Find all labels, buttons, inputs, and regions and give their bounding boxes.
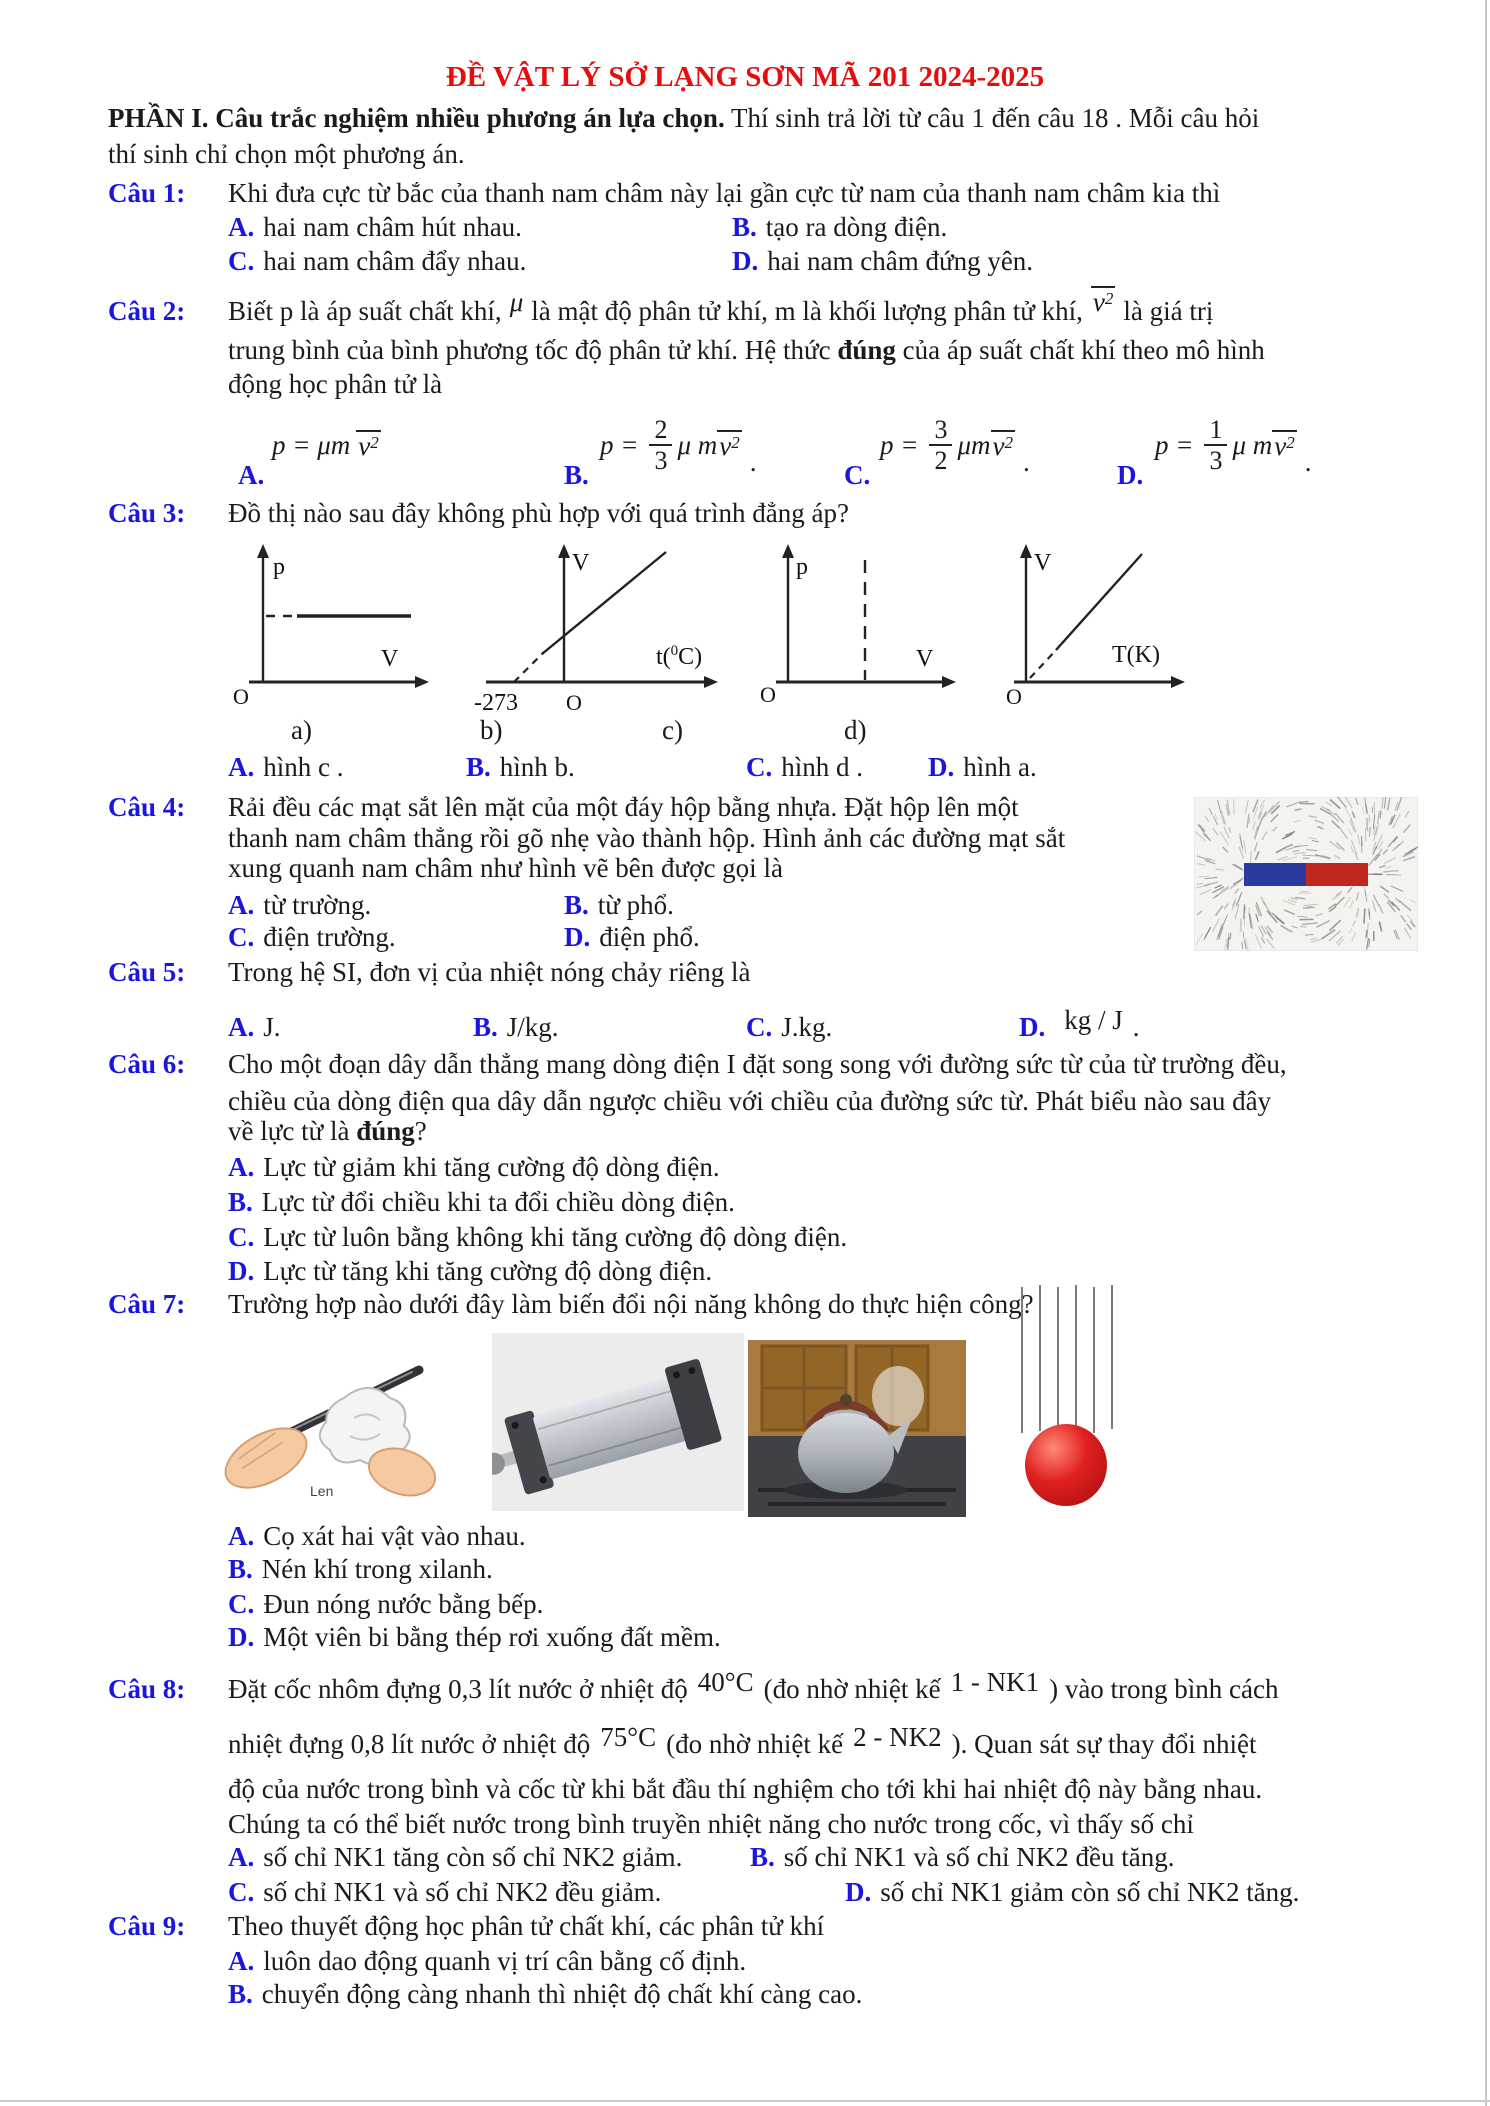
question-5-option-d: D. kg / J . — [1019, 1005, 1140, 1042]
graph-d-volume-kelvin — [930, 542, 1240, 714]
graph-c-y-label: p — [796, 554, 808, 580]
question-8-option-d: D. số chỉ NK1 giảm còn số chỉ NK2 tăng. — [845, 1877, 1300, 1907]
question-8-option-a: A. số chỉ NK1 tăng còn số chỉ NK2 giảm. — [228, 1842, 683, 1872]
question-6-option-c: C. Lực từ luôn bằng không khi tăng cường độ dòng điện. — [228, 1222, 848, 1252]
question-8-text-line-4: Chúng ta có thể biết nước trong bình truyền nhiệt năng cho nước trong cốc, vì thấy số chỉ — [228, 1809, 1194, 1839]
graph-c-pressure-volume — [690, 542, 970, 712]
question-3-option-c: C. hình d . — [746, 752, 864, 782]
graph-b-x-label: t($^0$C) — [656, 643, 703, 670]
question-5-option-b: B. J/kg. — [473, 1012, 559, 1042]
question-3-option-a: A. hình c . — [228, 752, 344, 782]
graph-b-y-label: V — [572, 550, 590, 576]
question-9-option-a: A. luôn dao động quanh vị trí cân bằng cố định. — [228, 1946, 747, 1976]
gas-cylinder-piston-image — [492, 1333, 744, 1511]
question-4-text-line-2: thanh nam châm thẳng rồi gõ nhẹ vào thành hộp. Hình ảnh các đường mạt sắt — [228, 823, 1066, 853]
question-8-label: Câu 8: — [108, 1674, 186, 1704]
hands-rubbing-rod-image — [214, 1340, 482, 1512]
question-1-option-a: A. hai nam châm hút nhau. — [228, 212, 522, 242]
question-4-option-c: C. điện trường. — [228, 922, 396, 952]
question-2-formula-c: p = $\frac{3}{2}$ μm $v^2$ . — [880, 414, 1030, 477]
question-7-option-d: D. Một viên bi bằng thép rơi xuống đất mềm. — [228, 1622, 721, 1652]
intro-line-1 — [108, 102, 1259, 134]
page-title: ĐỀ VẬT LÝ SỞ LẠNG SƠN MÃ 201 2024-2025 — [445, 61, 1045, 93]
kettle-body — [798, 1413, 894, 1493]
question-6-text-line-3: về lực từ là đúng? — [228, 1116, 427, 1146]
question-3-option-b: B. hình b. — [466, 752, 575, 782]
temperature-75c: 75°C — [600, 1722, 657, 1752]
question-4-option-a: A. từ trường. — [228, 890, 372, 920]
intro-line-2: thí sinh chỉ chọn một phương án. — [108, 139, 465, 169]
question-5-option-c: C. J.kg. — [746, 1012, 833, 1042]
question-7-option-c: C. Đun nóng nước bằng bếp. — [228, 1589, 544, 1619]
question-1-option-c: C. hai nam châm đẩy nhau. — [228, 246, 527, 276]
question-4-text-line-3: xung quanh nam châm như hình vẽ bên được gọi là — [228, 853, 783, 883]
intro-bold: PHẦN I. Câu trắc nghiệm nhiều phương án lựa chọn. — [108, 103, 725, 133]
kettle-on-stove-image — [748, 1340, 966, 1517]
question-8-option-c: C. số chỉ NK1 và số chỉ NK2 đều giảm. — [228, 1877, 662, 1907]
graph-a-tag: a) — [291, 715, 312, 745]
question-1-option-b: B. tạo ra dòng điện. — [732, 212, 948, 242]
question-4-option-b: B. từ phổ. — [564, 890, 674, 920]
question-5-label: Câu 5: — [108, 957, 186, 987]
thermometer-2-nk2: 2 - NK2 — [853, 1722, 942, 1752]
thermometer-1-nk1: 1 - NK1 — [950, 1667, 1040, 1697]
question-2-text-line-2: trung bình của bình phương tốc độ phân tử khí. Hệ thức đúng của áp suất chất khí theo mô hình — [228, 335, 1265, 365]
question-6-option-d: D. Lực từ tăng khi tăng cường độ dòng điện. — [228, 1256, 713, 1286]
question-9-text: Theo thuyết động học phân tử chất khí, các phân tử khí — [228, 1911, 825, 1941]
question-1-text: Khi đưa cực từ bắc của thanh nam châm này lại gần cực từ nam của thanh nam châm kia thì — [228, 178, 1221, 208]
question-5-option-a: A. J. — [228, 1012, 281, 1042]
question-2-label: Câu 2: — [108, 296, 186, 326]
intro-rest: Thí sinh trả lời từ câu 1 đến câu 18 . Mỗi câu hỏi — [730, 103, 1260, 133]
question-2-option-b-letter: B. — [564, 460, 589, 490]
wool-label: Len — [310, 1483, 334, 1499]
question-7-option-a: A. Cọ xát hai vật vào nhau. — [228, 1521, 526, 1551]
question-9-option-b: B. chuyển động càng nhanh thì nhiệt độ chất khí càng cao. — [228, 1979, 863, 2009]
question-2-formula-a: p = μm $v^2$ — [272, 429, 379, 461]
question-2-text-line-3: động học phân tử là — [228, 369, 443, 399]
question-6-text-line-2: chiều của dòng điện qua dây dẫn ngược chiều với chiều của đường sức từ. Phát biểu nào sau đây — [228, 1086, 1272, 1116]
magnet-south-pole — [1306, 863, 1368, 886]
graph-b-origin-label: O — [566, 690, 582, 714]
question-7-text: Trường hợp nào dưới đây làm biến đổi nội năng không do thực hiện công? — [228, 1289, 1034, 1319]
temperature-40c: 40°C — [697, 1667, 754, 1697]
graph-d-x-label: T(K) — [1112, 642, 1160, 668]
graph-a-y-label: p — [273, 554, 285, 580]
graph-b-minus-273-label: -273 — [474, 690, 518, 714]
question-6-text-line-1: Cho một đoạn dây dẫn thẳng mang dòng điện I đặt song song với đường sức từ của từ trường đều, — [228, 1049, 1287, 1079]
graph-d-tag: d) — [844, 715, 867, 745]
graph-a-pressure-volume — [185, 542, 435, 712]
graph-c-x-label: V — [916, 646, 934, 672]
red-ball — [1025, 1424, 1107, 1506]
steam — [872, 1366, 924, 1426]
magnet-iron-filings-image — [1194, 797, 1418, 951]
falling-ball-image — [1008, 1285, 1138, 1507]
question-7-option-b: B. Nén khí trong xilanh. — [228, 1554, 493, 1584]
question-9-label: Câu 9: — [108, 1911, 186, 1941]
graph-b-tag: b) — [480, 715, 503, 745]
question-1-option-d: D. hai nam châm đứng yên. — [732, 246, 1034, 276]
graph-c-origin-label: O — [760, 682, 776, 707]
question-2-formula-b: p = $\frac{2}{3}$ μ m $v^2$ . — [600, 414, 757, 477]
question-6-option-a: A. Lực từ giảm khi tăng cường độ dòng điện. — [228, 1152, 720, 1182]
question-2-formula-d: p = $\frac{1}{3}$ μ m $v^2$ . — [1155, 414, 1312, 477]
question-2-option-c-letter: C. — [844, 460, 871, 490]
magnet-north-pole — [1244, 863, 1306, 886]
question-3-option-d: D. hình a. — [928, 752, 1037, 782]
v-squared-mean-symbol: $v^2$ — [1092, 287, 1114, 317]
question-8-text-line-2: nhiệt đựng 0,8 lít nước ở nhiệt độ 75°C (đo nhờ nhiệt kế 2 - NK2 ). Quan sát sự thay đổi nhiệt — [228, 1722, 1257, 1759]
question-6-option-b: B. Lực từ đổi chiều khi ta đổi chiều dòng điện. — [228, 1187, 735, 1217]
page-right-border — [1485, 0, 1487, 2106]
graph-d-origin-label: O — [1006, 684, 1022, 709]
question-8-text-line-3: độ của nước trong bình và cốc từ khi bắt đầu thí nghiệm cho tới khi hai nhiệt độ này bằng nhau. — [228, 1774, 1263, 1804]
question-8-text-line-1: Đặt cốc nhôm đựng 0,3 lít nước ở nhiệt độ 40°C (đo nhờ nhiệt kế 1 - NK1 ) vào trong bình cách — [228, 1667, 1279, 1704]
question-4-option-d: D. điện phổ. — [564, 922, 700, 952]
question-5-text: Trong hệ SI, đơn vị của nhiệt nóng chảy riêng là — [228, 957, 751, 987]
question-2-option-a-letter: A. — [238, 460, 265, 490]
question-2-text-line-1: Biết p là áp suất chất khí, μ là mật độ phân tử khí, m là khối lượng phân tử khí, $v^2$ là giá trị — [228, 287, 1214, 326]
graph-a-origin-label: O — [233, 684, 249, 709]
question-4-label: Câu 4: — [108, 792, 186, 822]
question-6-label: Câu 6: — [108, 1049, 186, 1079]
mu-symbol: μ — [509, 287, 524, 317]
question-8-option-b: B. số chỉ NK1 và số chỉ NK2 đều tăng. — [750, 1842, 1175, 1872]
question-1-label: Câu 1: — [108, 178, 186, 208]
question-2-option-d-letter: D. — [1117, 460, 1144, 490]
motion-lines — [1022, 1285, 1112, 1435]
question-3-label: Câu 3: — [108, 498, 186, 528]
graph-a-x-label: V — [381, 646, 399, 672]
page-bottom-border — [0, 2100, 1490, 2102]
question-7-label: Câu 7: — [108, 1289, 186, 1319]
graph-d-y-label: V — [1034, 550, 1052, 576]
question-3-text: Đồ thị nào sau đây không phù hợp với quá trình đẳng áp? — [228, 498, 849, 528]
graph-c-tag: c) — [662, 715, 683, 745]
question-4-text-line-1: Rải đều các mạt sắt lên mặt của một đáy hộp bằng nhựa. Đặt hộp lên một — [228, 792, 1019, 822]
